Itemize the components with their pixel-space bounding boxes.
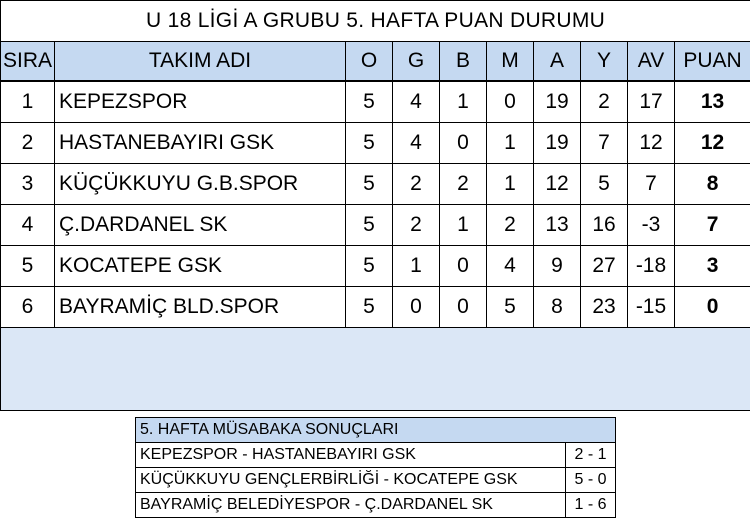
lost-cell: 4 bbox=[487, 246, 534, 287]
blank-band-cell bbox=[1, 328, 750, 411]
table-row bbox=[1, 205, 750, 246]
played-cell: 5 bbox=[346, 164, 393, 205]
points-cell: 13 bbox=[675, 81, 750, 123]
drawn-cell: 0 bbox=[440, 287, 487, 328]
goals-for-cell: 8 bbox=[534, 287, 581, 328]
match-cell: KEPEZSPOR - HASTANEBAYIRI GSK bbox=[136, 443, 566, 468]
rank-cell: 4 bbox=[1, 205, 55, 246]
won-cell: 4 bbox=[393, 123, 440, 164]
lost-cell: 0 bbox=[487, 81, 534, 123]
goals-against-cell: 2 bbox=[581, 81, 628, 123]
points-cell: 7 bbox=[675, 205, 750, 246]
result-row bbox=[136, 443, 616, 468]
goal-diff-cell: 7 bbox=[628, 164, 675, 205]
blank-band bbox=[1, 328, 750, 411]
lost-cell: 1 bbox=[487, 164, 534, 205]
lost-cell: 1 bbox=[487, 123, 534, 164]
result-row bbox=[136, 493, 616, 518]
team-cell: KEPEZSPOR bbox=[55, 81, 346, 123]
goals-for-cell: 19 bbox=[534, 123, 581, 164]
drawn-cell: 2 bbox=[440, 164, 487, 205]
won-cell: 2 bbox=[393, 205, 440, 246]
goals-against-cell: 23 bbox=[581, 287, 628, 328]
standings-title: U 18 LİGİ A GRUBU 5. HAFTA PUAN DURUMU bbox=[1, 1, 750, 42]
results-table bbox=[135, 417, 616, 518]
goals-for-cell: 12 bbox=[534, 164, 581, 205]
played-cell: 5 bbox=[346, 287, 393, 328]
goal-diff-cell: -18 bbox=[628, 246, 675, 287]
results-title: 5. HAFTA MÜSABAKA SONUÇLARI bbox=[136, 418, 616, 443]
points-cell: 3 bbox=[675, 246, 750, 287]
score-cell: 1 - 6 bbox=[566, 493, 616, 518]
rank-cell: 6 bbox=[1, 287, 55, 328]
won-cell: 0 bbox=[393, 287, 440, 328]
col-header-drawn: B bbox=[440, 42, 487, 82]
col-header-won: G bbox=[393, 42, 440, 82]
table-row bbox=[1, 123, 750, 164]
goals-for-cell: 19 bbox=[534, 81, 581, 123]
col-header-goals-against: Y bbox=[581, 42, 628, 82]
won-cell: 2 bbox=[393, 164, 440, 205]
team-cell: Ç.DARDANEL SK bbox=[55, 205, 346, 246]
col-header-lost: M bbox=[487, 42, 534, 82]
drawn-cell: 0 bbox=[440, 246, 487, 287]
points-cell: 12 bbox=[675, 123, 750, 164]
team-cell: BAYRAMİÇ BLD.SPOR bbox=[55, 287, 346, 328]
played-cell: 5 bbox=[346, 123, 393, 164]
won-cell: 1 bbox=[393, 246, 440, 287]
goal-diff-cell: -15 bbox=[628, 287, 675, 328]
col-header-rank: SIRA bbox=[1, 42, 55, 82]
team-cell: KOCATEPE GSK bbox=[55, 246, 346, 287]
lost-cell: 2 bbox=[487, 205, 534, 246]
col-header-goal-diff: AV bbox=[628, 42, 675, 82]
table-row bbox=[1, 164, 750, 205]
table-row bbox=[1, 287, 750, 328]
goals-against-cell: 16 bbox=[581, 205, 628, 246]
goal-diff-cell: 12 bbox=[628, 123, 675, 164]
rank-cell: 2 bbox=[1, 123, 55, 164]
result-row bbox=[136, 468, 616, 493]
rank-cell: 5 bbox=[1, 246, 55, 287]
lost-cell: 5 bbox=[487, 287, 534, 328]
goals-against-cell: 5 bbox=[581, 164, 628, 205]
goals-against-cell: 7 bbox=[581, 123, 628, 164]
score-cell: 2 - 1 bbox=[566, 443, 616, 468]
drawn-cell: 0 bbox=[440, 123, 487, 164]
drawn-cell: 1 bbox=[440, 205, 487, 246]
col-header-points: PUAN bbox=[675, 42, 750, 82]
col-header-goals-for: A bbox=[534, 42, 581, 82]
col-header-team: TAKIM ADI bbox=[55, 42, 346, 82]
table-row bbox=[1, 246, 750, 287]
match-cell: BAYRAMİÇ BELEDİYESPOR - Ç.DARDANEL SK bbox=[136, 493, 566, 518]
match-cell: KÜÇÜKKUYU GENÇLERBİRLİĞİ - KOCATEPE GSK bbox=[136, 468, 566, 493]
points-cell: 0 bbox=[675, 287, 750, 328]
results-title-row bbox=[136, 418, 616, 443]
rank-cell: 1 bbox=[1, 81, 55, 123]
goal-diff-cell: 17 bbox=[628, 81, 675, 123]
header-row bbox=[1, 42, 750, 82]
goals-for-cell: 13 bbox=[534, 205, 581, 246]
won-cell: 4 bbox=[393, 81, 440, 123]
goal-diff-cell: -3 bbox=[628, 205, 675, 246]
drawn-cell: 1 bbox=[440, 81, 487, 123]
team-cell: HASTANEBAYIRI GSK bbox=[55, 123, 346, 164]
played-cell: 5 bbox=[346, 246, 393, 287]
points-cell: 8 bbox=[675, 164, 750, 205]
played-cell: 5 bbox=[346, 81, 393, 123]
goals-against-cell: 27 bbox=[581, 246, 628, 287]
col-header-played: O bbox=[346, 42, 393, 82]
table-row bbox=[1, 81, 750, 123]
score-cell: 5 - 0 bbox=[566, 468, 616, 493]
team-cell: KÜÇÜKKUYU G.B.SPOR bbox=[55, 164, 346, 205]
goals-for-cell: 9 bbox=[534, 246, 581, 287]
played-cell: 5 bbox=[346, 205, 393, 246]
rank-cell: 3 bbox=[1, 164, 55, 205]
